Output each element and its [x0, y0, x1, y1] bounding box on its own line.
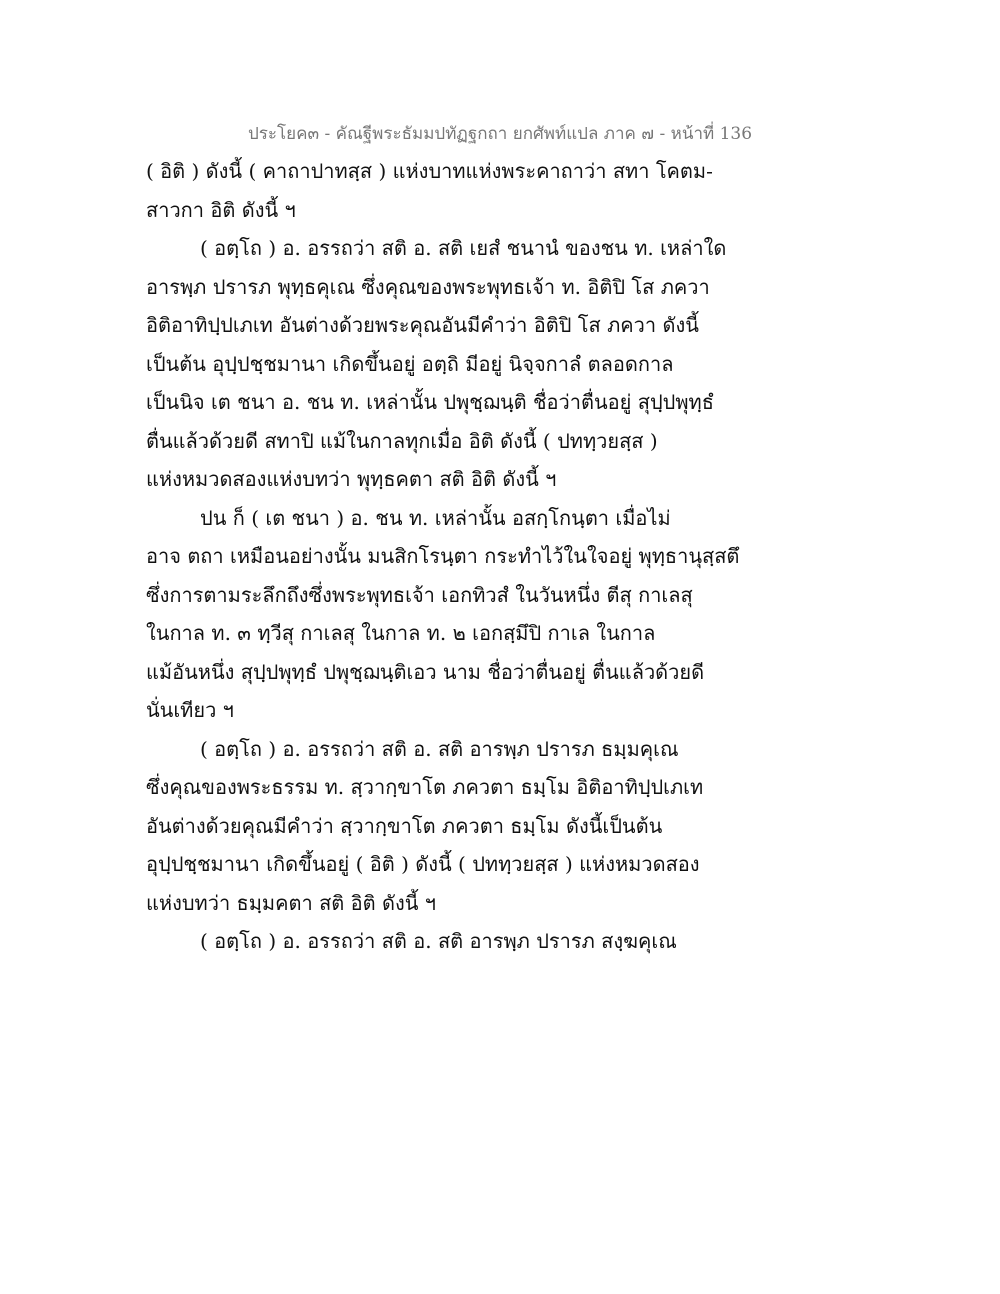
text-line: ซึ่งการตามระลึกถึงซึ่งพระพุทธเจ้า เอกทิวสํ ในวันหนึ่ง ตีสุ กาเลสุ [146, 582, 693, 607]
text-line: อันต่างด้วยคุณมีคำว่า สฺวากฺขาโต ภควตา ธมฺโม ดังนี้เป็นต้น [146, 813, 663, 838]
text-line: ( อตฺโถ ) อ. อรรถว่า สติ อ. สติ อารพฺภ ปรารภ สงฺฆคุเณ [200, 929, 677, 953]
text-line: ปน ก็ ( เต ชนา ) อ. ชน ท. เหล่านั้น อสกฺโกนฺตา เมื่อไม่ [200, 505, 671, 530]
text-line: อาจ ตถา เหมือนอย่างนั้น มนสิกโรนฺตา กระทำไว้ในใจอยู่ พุทฺธานุสฺสตึ [146, 544, 740, 568]
text-line: อิติอาทิปฺปเภเท อันต่างด้วยพระคุณอันมีคำว่า อิติปิ โส ภควา ดังนี้ [146, 313, 699, 337]
paragraph [146, 152, 866, 229]
text-line: ( อตฺโถ ) อ. อรรถว่า สติ อ. สติ เยสํ ชนานํ ของชน ท. เหล่าใด [200, 236, 727, 260]
text-line: แม้อันหนึ่ง สุปฺปพุทฺธํ ปพุชฺฌนฺติเอว นาม ชื่อว่าตื่นอยู่ ตื่นแล้วด้วยดี [146, 659, 705, 684]
document-body [146, 152, 866, 961]
paragraph [146, 229, 866, 499]
text-line: นั่นเทียว ฯ [146, 698, 234, 722]
text-line: เป็นนิจ เต ชนา อ. ชน ท. เหล่านั้น ปพุชฺฌนฺติ ชื่อว่าตื่นอยู่ สุปฺปพุทฺธํ [146, 390, 714, 414]
running-header: ประโยค๓ - คัณฐีพระธัมมปทัฏฐกถา ยกศัพท์แปล ภาค ๗ - หน้าที่ 136 [247, 124, 753, 144]
text-line: แห่งหมวดสองแห่งบทว่า พุทฺธคตา สติ อิติ ดังนี้ ฯ [146, 467, 557, 491]
text-line: ในกาล ท. ๓ ทฺวีสุ กาเลสุ ในกาล ท. ๒ เอกสฺมึปิ กาเล ในกาล [146, 621, 656, 645]
text-line: เป็นต้น อุปฺปชฺชมานา เกิดขึ้นอยู่ อตฺถิ มีอยู่ นิจฺจกาลํ ตลอดกาล [146, 351, 674, 376]
text-line: ( อตฺโถ ) อ. อรรถว่า สติ อ. สติ อารพฺภ ปรารภ ธมฺมคุเณ [200, 736, 679, 761]
paragraph [146, 730, 866, 923]
paragraph [146, 922, 866, 961]
text-line: ( อิติ ) ดังนี้ ( คาถาปาทสฺส ) แห่งบาทแห่งพระคาถาว่า สทา โคตม- [146, 159, 713, 183]
text-line: สาวกา อิติ ดังนี้ ฯ [146, 197, 296, 222]
text-line: อุปฺปชฺชมานา เกิดขึ้นอยู่ ( อิติ ) ดังนี้ ( ปททฺวยสฺส ) แห่งหมวดสอง [146, 852, 700, 876]
text-line: แห่งบทว่า ธมฺมคตา สติ อิติ ดังนี้ ฯ [146, 890, 436, 915]
text-line: อารพฺภ ปรารภ พุทฺธคุเณ ซึ่งคุณของพระพุทธเจ้า ท. อิติปิ โส ภควา [146, 274, 710, 299]
paragraph [146, 499, 866, 730]
text-line: ซึ่งคุณของพระธรรม ท. สฺวากฺขาโต ภควตา ธมฺโม อิติอาทิปฺปเภเท [146, 775, 704, 799]
text-line: ตื่นแล้วด้วยดี สทาปิ แม้ในกาลทุกเมื่อ อิติ ดังนี้ ( ปททฺวยสฺส ) [146, 428, 658, 453]
